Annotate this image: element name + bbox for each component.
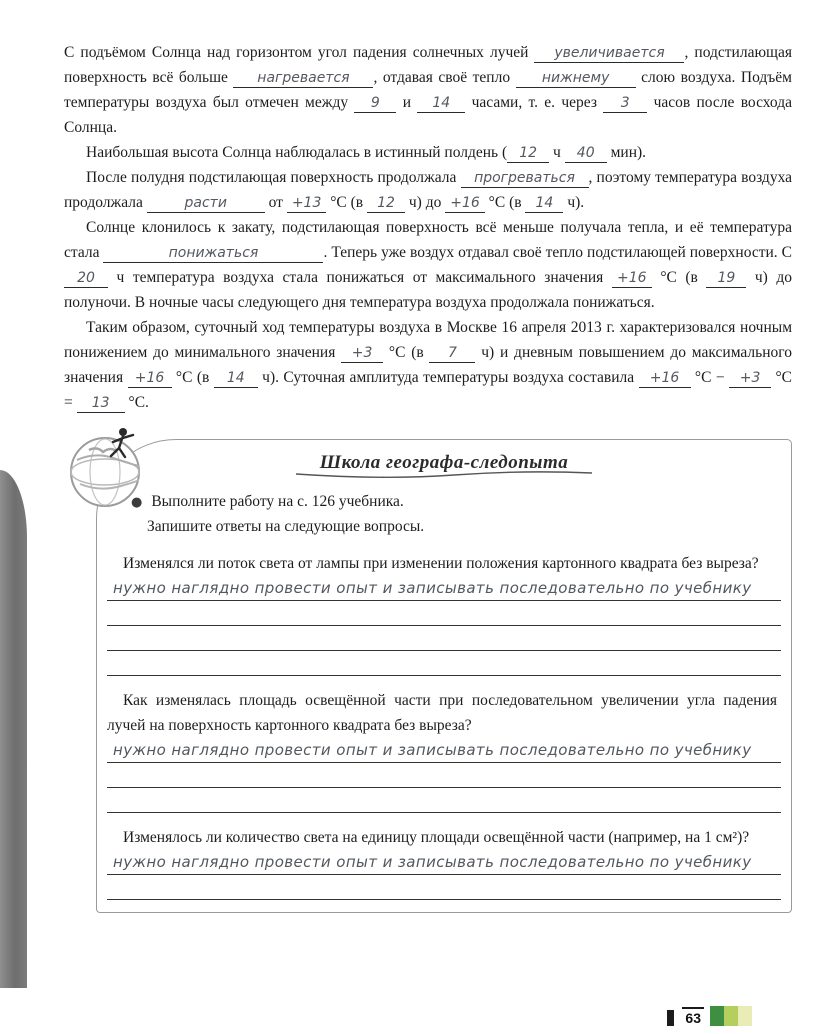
answer-line — [107, 738, 781, 763]
questions-list — [107, 551, 781, 900]
printed-text: ч) до — [405, 194, 446, 211]
answer-rule-line — [107, 601, 781, 626]
printed-text: ч). — [563, 194, 585, 211]
paragraph — [64, 315, 792, 415]
fill-in-answer: расти — [147, 195, 265, 213]
handwritten-answer: нужно наглядно провести опыт и записывать последовательно по учебнику — [113, 741, 752, 759]
printed-text: °С. — [124, 394, 149, 411]
subtask-text: Запишите ответы на следующие вопросы. — [147, 518, 425, 535]
fill-in-answer: 7 — [429, 345, 475, 363]
answer-rule-line — [107, 875, 781, 900]
printed-text: слою воздуха. Подъём температуры воздуха был отмечен между — [64, 69, 792, 111]
printed-text: , подстилающая поверхность всё больше — [64, 44, 792, 86]
printed-text: °С (в — [171, 369, 214, 386]
fill-in-answer: 14 — [214, 370, 258, 388]
scan-shadow — [0, 470, 27, 988]
answer-line — [107, 850, 781, 875]
color-bar — [710, 1006, 724, 1026]
printed-text: ч) до полуночи. В ночные часы следующего дня температура воздуха продолжала понижаться. — [64, 269, 792, 311]
fill-in-answer: 9 — [354, 95, 396, 113]
printed-text: °С − — [690, 369, 730, 386]
printed-text: После полудня подстилающая поверхность продолжала — [86, 169, 461, 186]
fill-in-answer: 3 — [603, 95, 647, 113]
printed-text: , отдавая своё тепло — [373, 69, 516, 86]
task-text: Выполните работу на с. 126 учебника. — [151, 493, 404, 510]
question-block — [107, 688, 781, 813]
color-bar — [738, 1006, 752, 1026]
answer-rule-line — [107, 788, 781, 813]
fill-in-answer: 14 — [417, 95, 465, 113]
fill-in-answer: 19 — [706, 270, 746, 288]
fill-in-answer: +3 — [341, 345, 383, 363]
page-content — [64, 40, 792, 913]
fill-in-answer: +16 — [445, 195, 485, 213]
printed-text: . Теперь уже воздух отдавал своё тепло подстилающей поверхности. С — [323, 244, 792, 261]
fill-in-answer: +16 — [128, 370, 172, 388]
fill-in-answer: понижаться — [103, 245, 323, 263]
printed-text: ч) и дневным повышением до максимального значения — [64, 344, 792, 386]
bullet-icon: ● — [131, 495, 143, 510]
answer-line — [107, 576, 781, 601]
printed-text: , поэтому температура воздуха продолжала — [64, 169, 792, 211]
fill-in-answer: 14 — [525, 195, 563, 213]
paragraph — [64, 165, 792, 215]
paragraph — [64, 40, 792, 140]
school-section — [96, 439, 792, 913]
printed-text: часов после восхода Солнца. — [64, 94, 792, 136]
printed-text: С подъёмом Солнца над горизонтом угол падения солнечных лучей — [64, 44, 535, 61]
printed-text: °С (в — [651, 269, 707, 286]
printed-text: °С (в — [326, 194, 368, 211]
handwritten-answer: нужно наглядно провести опыт и записывать последовательно по учебнику — [113, 579, 752, 597]
color-bar — [724, 1006, 738, 1026]
printed-text: мин). — [606, 144, 647, 161]
page-footer — [667, 1006, 752, 1026]
printed-text: Солнце клонилось к закату, подстилающая поверхность всё меньше получала тепла, и её температура стала — [64, 219, 792, 261]
printed-text: и — [396, 94, 418, 111]
fill-in-answer: +16 — [639, 370, 691, 388]
fill-in-answer: нагревается — [233, 70, 373, 88]
question-text: Изменялся ли поток света от лампы при изменении положения картонного квадрата без выреза? — [123, 555, 759, 572]
page-number: 63 — [682, 1007, 704, 1026]
question-block — [107, 551, 781, 676]
section-title-wrap — [107, 452, 781, 480]
fill-in-answer: 20 — [64, 270, 108, 288]
fill-in-answer: увеличивается — [534, 45, 684, 63]
fill-in-answer: 12 — [367, 195, 405, 213]
answer-rule-line — [107, 651, 781, 676]
fill-in-answer: +13 — [287, 195, 327, 213]
color-calibration-bars — [710, 1006, 752, 1026]
fill-in-answer: прогреваться — [461, 170, 589, 188]
printed-text: °С (в — [383, 344, 430, 361]
print-mark — [667, 1010, 674, 1026]
fill-in-answer: 40 — [565, 145, 607, 163]
printed-text: ч — [549, 144, 565, 161]
fill-in-answer: нижнему — [516, 70, 636, 88]
fill-in-answer: 13 — [77, 395, 125, 413]
question-block — [107, 825, 781, 900]
fill-in-answer: 12 — [507, 145, 549, 163]
printed-text: °С = — [64, 369, 792, 411]
printed-text: ч температура воздуха стала понижаться от максимального значения — [108, 269, 612, 286]
school-header — [107, 448, 781, 490]
printed-text: Таким образом, суточный ход температуры воздуха в Москве 16 апреля 2013 г. характеризовался ночным понижением до минимального значения — [64, 319, 792, 361]
printed-text: °С (в — [484, 194, 526, 211]
fill-in-answer: +3 — [729, 370, 771, 388]
printed-text: ч). Суточная амплитуда температуры воздуха составила — [257, 369, 639, 386]
printed-text: Наибольшая высота Солнца наблюдалась в истинный полдень ( — [86, 144, 508, 161]
answer-rule-line — [107, 626, 781, 651]
printed-text: от — [264, 194, 287, 211]
intro-paragraphs — [64, 40, 792, 415]
question-text: Как изменялась площадь освещённой части при последовательном увеличении угла падения лучей на поверхность картонного квадрата без выреза? — [107, 692, 777, 734]
question-text: Изменялось ли количество света на единицу площади освещённой части (например, на 1 см²)? — [123, 829, 750, 846]
fill-in-answer: +16 — [612, 270, 652, 288]
handwritten-answer: нужно наглядно провести опыт и записывать последовательно по учебнику — [113, 853, 752, 871]
answer-rule-line — [107, 763, 781, 788]
paragraph — [64, 215, 792, 315]
printed-text: часами, т. е. через — [465, 94, 604, 111]
paragraph — [64, 140, 792, 165]
section-title: Школа географа-следопыта — [319, 452, 569, 473]
task-item — [107, 490, 781, 515]
